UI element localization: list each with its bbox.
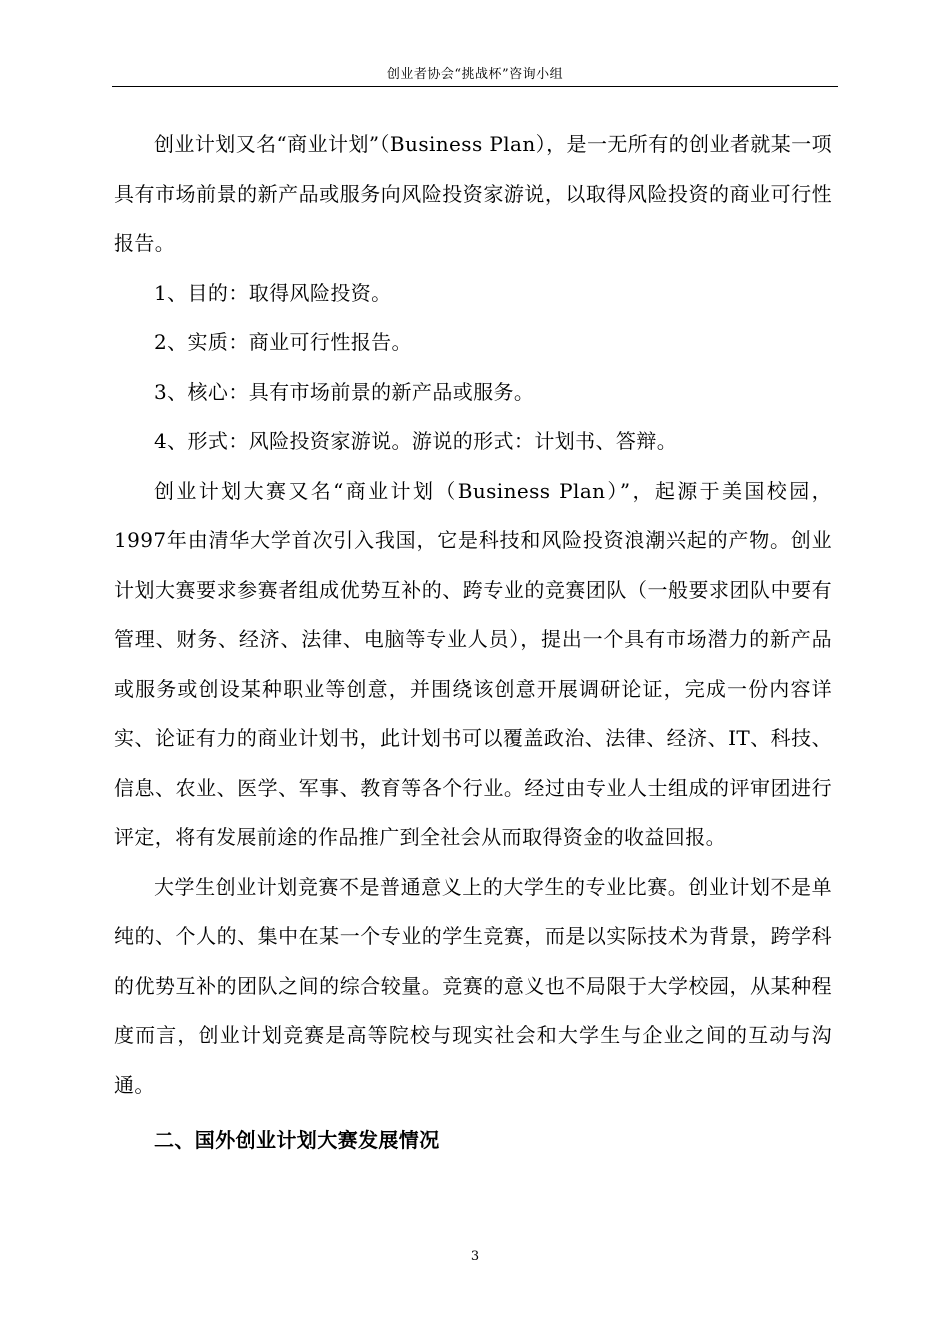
section-heading: 二、国外创业计划大赛发展情况 — [154, 1128, 440, 1152]
page-number: 3 — [470, 1249, 480, 1264]
list-item-purpose: 1、目的：取得风险投资。 — [154, 280, 392, 305]
list-item-core: 3、核心：具有市场前景的新产品或服务。 — [154, 379, 535, 404]
intro-paragraph: 创业计划又名“商业计划”（Business Plan），是一无所有的创业者就某一项具有市场前景的新产品或服务向风险投资家游说，以取得风险投资的商业可行性报告。 — [114, 132, 832, 255]
student-competition-paragraph: 大学生创业计划竞赛不是普通意义上的大学生的专业比赛。创业计划不是单纯的、个人的、集中在某一个专业的学生竞赛，而是以实际技术为背景，跨学科的优势互补的团队之间的综合较量。竞赛的意义也不局限于大学校园，从某种程度而言，创业计划竞赛是高等院校与现实社会和大学生与企业之间的互动与沟通。 — [114, 874, 832, 1097]
competition-paragraph: 创业计划大赛又名“商业计划（Business Plan）”，起源于美国校园，1997年由清华大学首次引入我国，它是科技和风险投资浪潮兴起的产物。创业计划大赛要求参赛者组成优势互补的、跨专业的竞赛团队（一般要求团队中要有管理、财务、经济、法律、电脑等专业人员），提出一个具有市场潜力的新产品或服务或创设某种职业等创意，并围绕该创意开展调研论证，完成一份内容详实、论证有力的商业计划书，此计划书可以覆盖政治、法律、经济、IT、科技、信息、农业、医学、军事、教育等各个行业。经过由专业人士组成的评审团进行评定，将有发展前途的作品推广到全社会从而取得资金的收益回报。 — [114, 478, 832, 849]
page-header: 创业者协会“挑战杯”咨询小组 — [386, 67, 564, 82]
document-body — [114, 120, 832, 1166]
list-item-essence: 2、实质：商业可行性报告。 — [154, 330, 412, 354]
header-rule — [112, 86, 838, 87]
list-item-form: 4、形式：风险投资家游说。游说的形式：计划书、答辩。 — [154, 429, 678, 453]
